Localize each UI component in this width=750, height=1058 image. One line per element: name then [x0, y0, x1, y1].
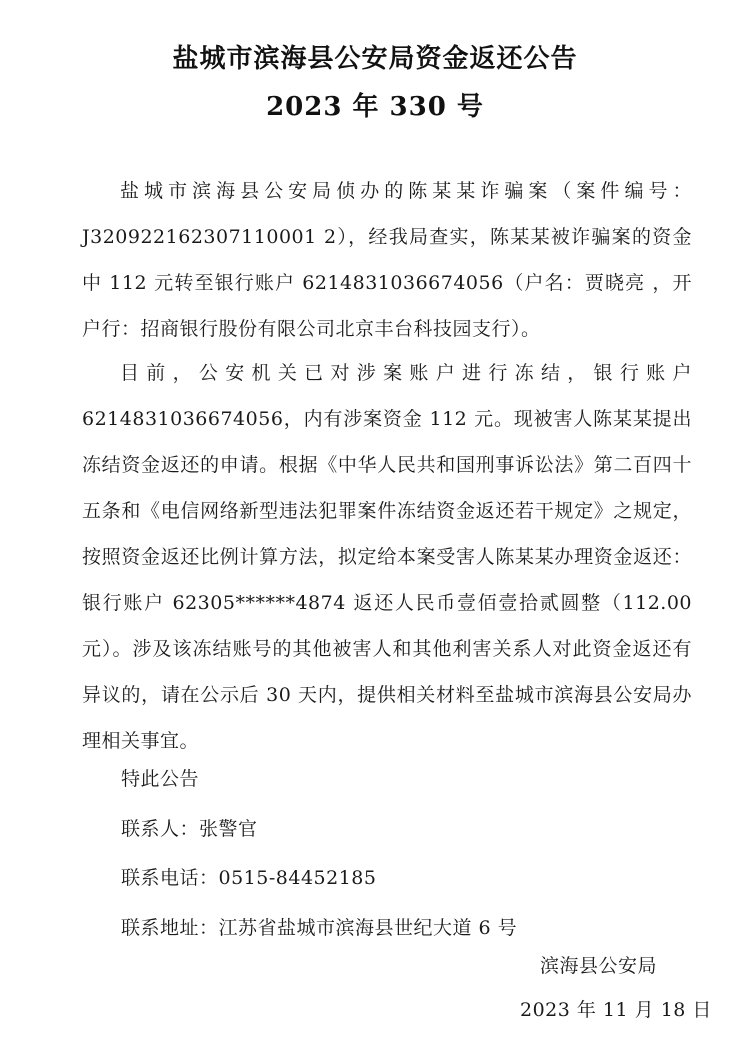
document-title: 盐城市滨海县公安局资金返还公告 — [172, 44, 578, 74]
contact-phone: 联系电话：0515-84452185 — [121, 867, 377, 889]
contact-person: 联系人：张警官 — [121, 818, 258, 840]
paragraph-refund-details: 目前，公安机关已对涉案账户进行冻结，银行账户 6214831036674056，内有涉案资金 112 元。现被害人陈某某提出冻结资金返还的申请。根据《中华人民共和国刑事诉讼法》第二百四十五条和《电信网络新型违法犯罪案件冻结资金返还若干规定》之规定，按照资金返还比例计算方法，拟定给本案受害人陈某某办理资金返还：银行账户 62305******4874 返还人民币壹佰壹拾贰圆整（112.00元）。涉及该冻结账号的其他被害人和其他利害关系人对此资金返还有异议的，请在公示后 30 天内，提供相关材料至盐城市滨海县公安局办理相关事宜。 — [82, 362, 692, 752]
notice-closing: 特此公告 — [121, 768, 200, 790]
document-number: 2023 年 330 号 — [266, 92, 484, 122]
contact-address: 联系地址：江苏省盐城市滨海县世纪大道 6 号 — [121, 917, 518, 939]
paragraph-case-info: 盐城市滨海县公安局侦办的陈某某诈骗案（案件编号：J320922162307110001 2），经我局查实，陈某某被诈骗案的资金中 112 元转至银行账户 6214831036674056（户名：贾晓亮 ，开户行：招商银行股份有限公司北京丰台科技园支行）。 — [82, 180, 692, 340]
issue-date: 2023 年 11 月 18 日 — [520, 999, 712, 1021]
issuer-name: 滨海县公安局 — [540, 955, 658, 977]
